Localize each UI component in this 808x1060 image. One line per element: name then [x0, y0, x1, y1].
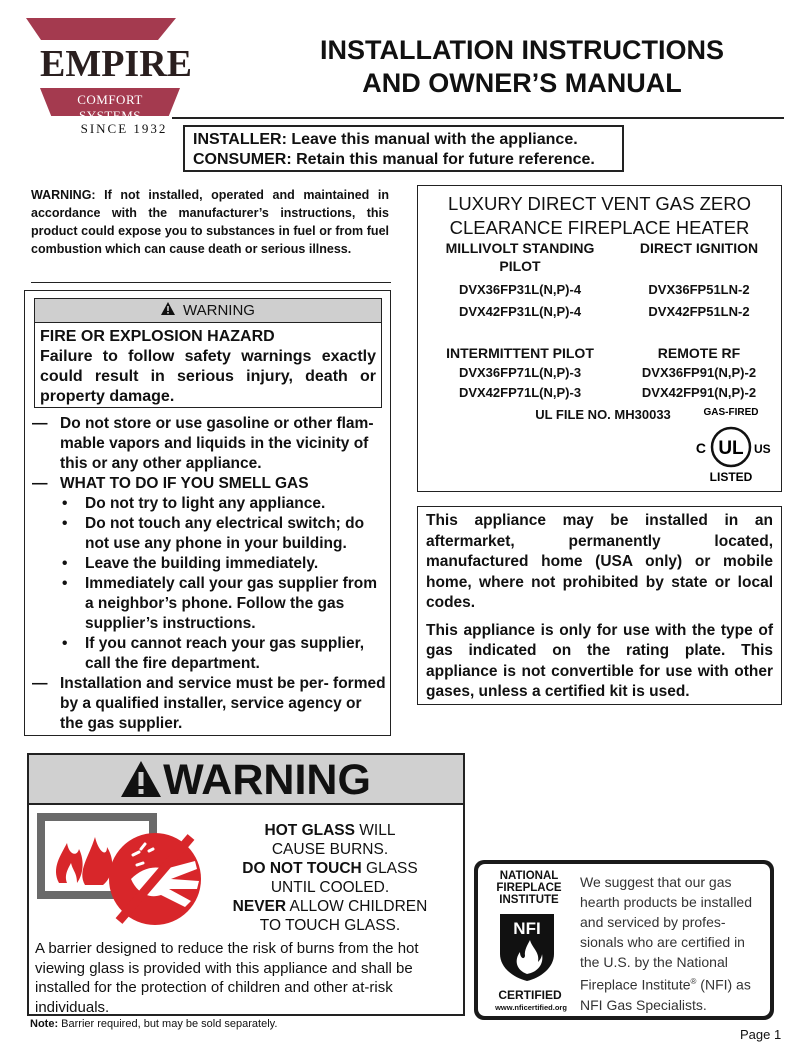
safety-item-text: Do not store or use gasoline or other flam- mable vapors and liquids in the vicinity of this or any other appliance.	[60, 415, 374, 472]
safety-item-text: WHAT TO DO IF YOU SMELL GAS	[60, 475, 309, 492]
ul-c: C	[695, 440, 706, 456]
divider	[31, 282, 391, 283]
millivolt-heading-1: MILLIVOLT STANDING	[445, 240, 595, 256]
hot-glass-bold: HOT GLASS	[264, 822, 355, 839]
hot-glass-text	[205, 821, 455, 935]
dash-marker: —	[32, 675, 48, 692]
intermittent-heading: INTERMITTENT PILOT	[446, 345, 594, 361]
safety-item-text: If you cannot reach your gas supplier, call the fire department.	[85, 635, 365, 672]
model-number: DVX42FP31L(N,P)-4	[458, 304, 582, 319]
direct-ignition-column	[618, 239, 780, 321]
safety-item-text: Leave the building immediately.	[85, 555, 319, 572]
nfi-name	[490, 870, 568, 906]
do-not-touch-rest: GLASS	[361, 860, 418, 877]
nfi-shield-text: NFI	[513, 919, 541, 938]
safety-bullet-item	[32, 514, 386, 554]
product-title-line-1: LUXURY DIRECT VENT GAS ZERO	[448, 193, 751, 214]
title-line-1: INSTALLATION INSTRUCTIONS	[320, 35, 724, 65]
model-number: DVX36FP91(N,P)-2	[641, 365, 757, 380]
to-touch-glass: TO TOUCH GLASS.	[259, 917, 401, 934]
hot-glass-warning	[27, 753, 465, 1016]
millivolt-heading-2: PILOT	[499, 258, 541, 274]
nfi-reg: ®	[690, 977, 697, 986]
barrier-paragraph: A barrier designed to reduce the risk of burns from the hot viewing glass is provided with this appliance and shall be installed for the protection of children and other at-risk individuals.	[35, 940, 419, 1016]
dash-marker: —	[32, 415, 48, 432]
do-not-touch-bold: DO NOT TOUCH	[242, 860, 362, 877]
nfi-line-2: FIREPLACE	[496, 882, 562, 894]
footnote-text: Barrier required, but may be sold separately.	[58, 1018, 278, 1030]
model-number: DVX36FP51LN-2	[648, 282, 750, 297]
safety-item-text: Installation and service must be per- formed by a qualified installer, service agency or the gas supplier.	[60, 675, 386, 732]
until-cooled: UNTIL COOLED.	[270, 879, 390, 896]
hot-glass-header	[29, 755, 463, 805]
page-number: Page 1	[740, 1027, 782, 1042]
hazard-title: FIRE OR EXPLOSION HAZARD	[40, 328, 275, 345]
hazard-box	[34, 298, 382, 408]
safety-item-text: Immediately call your gas supplier from a neighbor’s phone. Follow the gas supplier’s instructions.	[85, 575, 378, 632]
mobile-home-note: This appliance may be installed in an aftermarket, permanently located, manufactured home (USA only) or mobile home, where not prohibited by state or local codes.	[426, 512, 773, 611]
gas-type-note: This appliance is only for use with the type of gas indicated on the rating plate. This appliance is not convertible for use with other gases, unless a certified kit is used.	[426, 621, 773, 700]
product-title-line-2: CLEARANCE FIREPLACE HEATER	[449, 217, 750, 238]
nfi-line-1: NATIONAL	[499, 870, 559, 882]
intermittent-column	[422, 344, 618, 402]
intro-warning: WARNING: If not installed, operated and maintained in accordance with the manufacturer’s instructions, this product could expose you to substances in fuel or from fuel combustion which can cause death or serious illness.	[31, 188, 389, 256]
ul-gas-fired: GAS-FIRED	[703, 407, 759, 418]
nfi-text-main: We suggest that our gas hearth products be installed and serviced by profes- sionals who are certified in the U.S. by the National Fireplace Institute	[580, 874, 752, 993]
bullet-marker: •	[62, 635, 68, 652]
hot-glass-burn-icon	[37, 813, 205, 937]
remote-column	[618, 344, 780, 402]
bullet-marker: •	[62, 515, 68, 532]
installer-notice	[183, 125, 624, 172]
hazard-text: Failure to follow safety warnings exactly could result in serious injury, death or property damage.	[40, 348, 376, 405]
safety-bullet-item	[32, 574, 386, 634]
bullet-marker: •	[62, 555, 68, 572]
logo-subtitle: COMFORT SYSTEMS	[77, 92, 143, 123]
nfi-certified: CERTIFIED	[498, 988, 562, 1002]
page-title	[272, 34, 772, 100]
hazard-header-label: WARNING	[183, 302, 255, 319]
safety-dash-item	[32, 474, 386, 494]
header-rule	[172, 117, 784, 119]
safety-bullet-item	[32, 494, 386, 514]
model-number: DVX42FP91(N,P)-2	[641, 385, 757, 400]
title-line-2: AND OWNER’S MANUAL	[362, 68, 682, 98]
safety-bullet-item	[32, 634, 386, 674]
remote-heading: REMOTE RF	[657, 345, 741, 361]
ul-us: US	[754, 442, 771, 456]
barrier-footnote	[30, 1018, 277, 1030]
ul-center: UL	[718, 438, 744, 459]
empire-logo	[26, 18, 192, 136]
nfi-inner	[478, 864, 770, 1016]
nfi-text-end: (NFI) as NFI Gas Specialists.	[580, 976, 751, 1013]
nfi-line-3: INSTITUTE	[499, 894, 559, 906]
consumer-line: CONSUMER: Retain this manual for future reference.	[193, 151, 595, 168]
ul-listed: LISTED	[709, 470, 753, 484]
direct-ignition-heading: DIRECT IGNITION	[639, 240, 759, 256]
warning-triangle-icon	[121, 761, 161, 797]
model-number: DVX42FP51LN-2	[648, 304, 750, 319]
safety-item-text: Do not try to light any appliance.	[85, 495, 326, 512]
logo-brand: EMPIRE	[40, 43, 192, 85]
logo-band-top	[26, 18, 176, 40]
model-number: DVX36FP71L(N,P)-3	[458, 365, 582, 380]
model-number: DVX36FP31L(N,P)-4	[458, 282, 582, 297]
safety-item-text: Do not touch any electrical switch; do not use any phone in your building.	[85, 515, 365, 552]
nfi-certified-badge	[474, 860, 774, 1020]
never-rest: ALLOW CHILDREN	[286, 898, 428, 915]
safety-list	[32, 414, 386, 734]
logo-since: SINCE 1932	[80, 121, 168, 136]
millivolt-column	[422, 239, 618, 321]
warning-triangle-icon	[161, 299, 175, 323]
safety-dash-item	[32, 414, 386, 474]
footnote-label: Note:	[30, 1018, 59, 1030]
safety-bullet-item	[32, 554, 386, 574]
hazard-header	[35, 299, 381, 323]
dash-marker: —	[32, 475, 48, 492]
model-number: DVX42FP71L(N,P)-3	[458, 385, 582, 400]
nfi-text	[580, 872, 766, 1015]
ul-file-number: UL FILE NO. MH30033	[535, 407, 671, 422]
nfi-url: www.nficertified.org	[495, 1003, 567, 1012]
nfi-shield-icon	[496, 912, 558, 982]
never-bold: NEVER	[232, 898, 287, 915]
hot-glass-rest: WILL	[354, 822, 396, 839]
installation-note-box	[417, 506, 782, 705]
installer-line: INSTALLER: Leave this manual with the appliance.	[193, 131, 578, 148]
bullet-marker: •	[62, 495, 68, 512]
hot-glass-header-label: WARNING	[163, 756, 371, 804]
bullet-marker: •	[62, 575, 68, 592]
product-title	[418, 192, 781, 240]
ul-listed-icon	[684, 405, 778, 485]
safety-dash-item	[32, 674, 386, 734]
cause-burns: CAUSE BURNS.	[271, 841, 389, 858]
